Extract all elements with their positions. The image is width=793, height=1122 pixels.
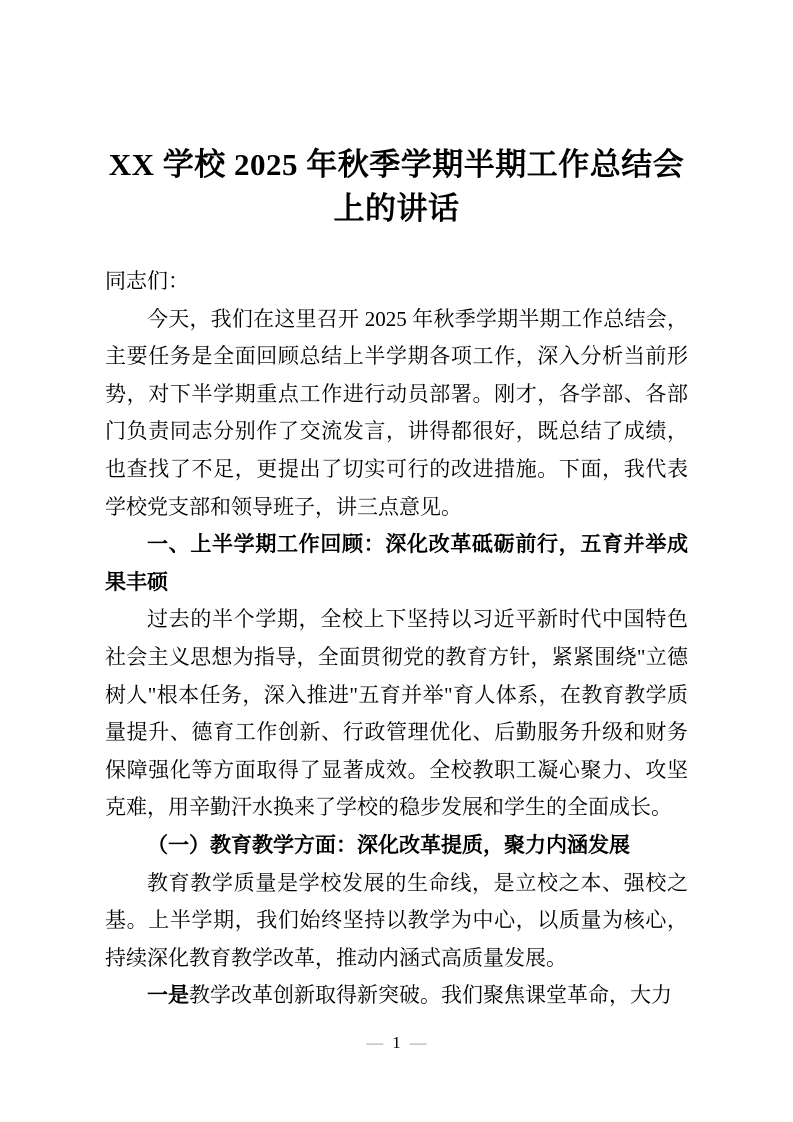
paragraph-opening: 今天，我们在这里召开 2025 年秋季学期半期工作总结会，主要任务是全面回顾总结上半学期各项工作，深入分析当前形势，对下半学期重点工作进行动员部署。刚才，各学部、各部门负责同志分别作了交流发言，讲得都很好，既总结了成绩，也查找了不足，更提出了切实可行的改进措施。下面，我代表学校党支部和领导班子，讲三点意见。 — [105, 306, 688, 519]
subsection-1-heading: （一）教育教学方面：深化改革提质，聚力内涵发展 — [147, 832, 630, 857]
document-body — [105, 143, 688, 1015]
point-1-paragraph — [105, 977, 688, 1015]
subsection-1-paragraph: 教育教学质量是学校发展的生命线，是立校之本、强校之基。上半学期，我们始终坚持以教学为中心，以质量为核心，持续深化教育教学改革，推动内涵式高质量发展。 — [105, 870, 688, 970]
page-number: 1 — [392, 1033, 401, 1052]
section-1-paragraph: 过去的半个学期，全校上下坚持以习近平新时代中国特色社会主义思想为指导，全面贯彻党的教育方针，紧紧围绕"立德树人"根本任务，深入推进"五育并举"育人体系，在教育教学质量提升、德育工作创新、行政管理优化、后勤服务升级和财务保障强化等方面取得了显著成效。全校教职工凝心聚力、攻坚克难，用辛勤汗水换来了学校的稳步发展和学生的全面成长。 — [105, 607, 688, 820]
point-1-lead: 一是 — [147, 983, 189, 1008]
document-title — [105, 143, 688, 231]
page-footer — [0, 1033, 793, 1053]
title-line-2: 上的讲话 — [333, 191, 460, 226]
title-line-1: XX 学校 2025 年秋季学期半期工作总结会 — [108, 147, 685, 182]
point-1-text: 教学改革创新取得新突破。我们聚焦课堂革命，大力 — [189, 983, 672, 1008]
salutation: 同志们： — [105, 269, 189, 293]
footer-dash-left: — — [366, 1033, 384, 1052]
section-1-heading: 一、上半学期工作回顾：深化改革砥砺前行，五育并举成果丰硕 — [105, 532, 688, 594]
footer-dash-right: — — [409, 1033, 427, 1052]
